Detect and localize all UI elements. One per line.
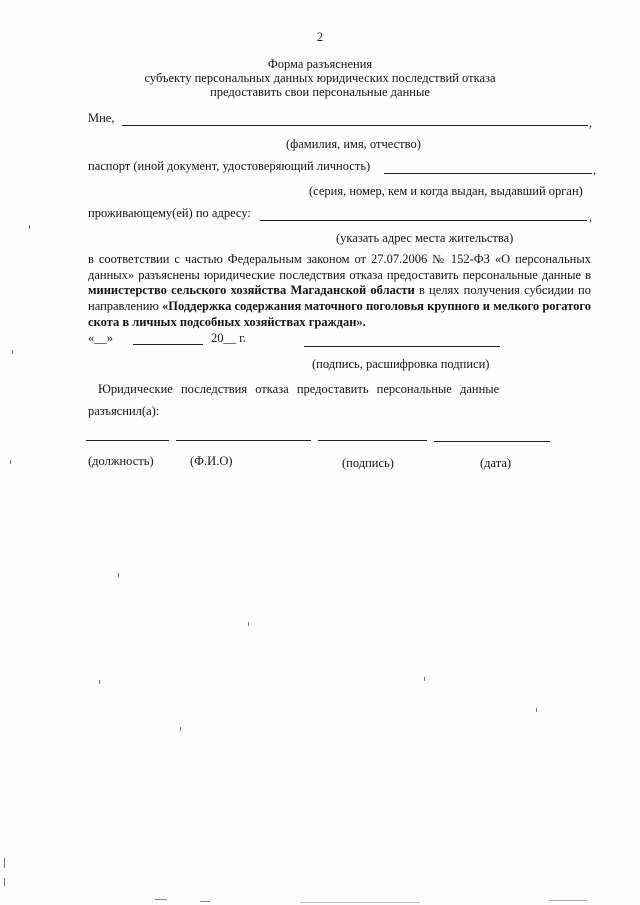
passport-line[interactable] <box>384 173 592 174</box>
signature-caption: (подпись, расшифровка подписи) <box>312 357 490 371</box>
address-line[interactable] <box>260 220 587 221</box>
scan-speck <box>180 727 181 731</box>
scan-speck <box>99 680 100 684</box>
explained-text: Юридические последствия отказа предоставить персональные данные <box>98 382 500 396</box>
comma: , <box>589 210 593 224</box>
fullname-caption: (фамилия, имя, отчество) <box>286 137 421 151</box>
scan-speck <box>10 460 11 464</box>
passport-caption: (серия, номер, кем и когда выдан, выдавший орган) <box>309 184 583 198</box>
signature-line[interactable] <box>304 346 500 347</box>
form-title-line2: субъекту персональных данных юридических последствий отказа <box>144 71 496 85</box>
form-title-line3: предоставить свои персональные данные <box>210 85 430 99</box>
comma: , <box>589 116 593 130</box>
scan-speck <box>548 900 588 901</box>
fio-line[interactable] <box>176 440 311 441</box>
scan-speck <box>155 899 167 900</box>
date-day: «__» <box>88 331 113 345</box>
address-label: проживающему(ей) по адресу: <box>88 206 251 220</box>
body-text-1: в соответствии с частью Федеральным законом от 27.07.2006 № 152-ФЗ «О персональных данных» разъяснены юридические последствия отказа предоставить персональные данные в <box>88 252 591 282</box>
scan-speck <box>118 573 119 577</box>
scan-speck <box>248 622 249 626</box>
to-me-label: Мне, <box>88 111 115 125</box>
position-line[interactable] <box>86 440 169 441</box>
date-sign-line[interactable] <box>434 441 550 442</box>
scan-speck <box>300 902 420 903</box>
form-title: Форма разъяснения <box>267 57 373 71</box>
date-month-line[interactable] <box>133 344 203 345</box>
sign-line[interactable] <box>318 440 427 441</box>
body-text-2: в целях получения субсидии по направлению <box>88 283 591 313</box>
scan-speck <box>4 858 5 868</box>
scan-speck <box>424 677 425 681</box>
date-caption: (дата) <box>480 456 512 470</box>
date-year: 20__ г. <box>211 331 246 345</box>
scan-speck <box>29 225 30 229</box>
passport-label: паспорт (иной документ, удостоверяющий личность) <box>88 159 371 173</box>
scan-speck <box>536 708 537 712</box>
comma: , <box>593 163 597 177</box>
sign-caption: (подпись) <box>342 456 394 470</box>
scan-speck <box>4 878 5 886</box>
position-caption: (должность) <box>88 454 154 468</box>
program-name: «Поддержка содержания маточного поголовья крупного и мелкого рогатого скота в личных подсобных хозяйствах граждан». <box>88 298 591 329</box>
explained-by: разъяснил(а): <box>88 404 160 418</box>
scan-speck <box>200 901 210 902</box>
ministry-name: министерство сельского хозяйства Магаданской области <box>88 283 415 298</box>
fullname-line[interactable] <box>122 125 588 126</box>
address-caption: (указать адрес места жительства) <box>336 231 514 245</box>
fio-caption: (Ф.И.О) <box>190 454 233 468</box>
body-paragraph <box>88 252 591 330</box>
scan-speck <box>12 350 13 354</box>
page-number: 2 <box>316 30 324 44</box>
